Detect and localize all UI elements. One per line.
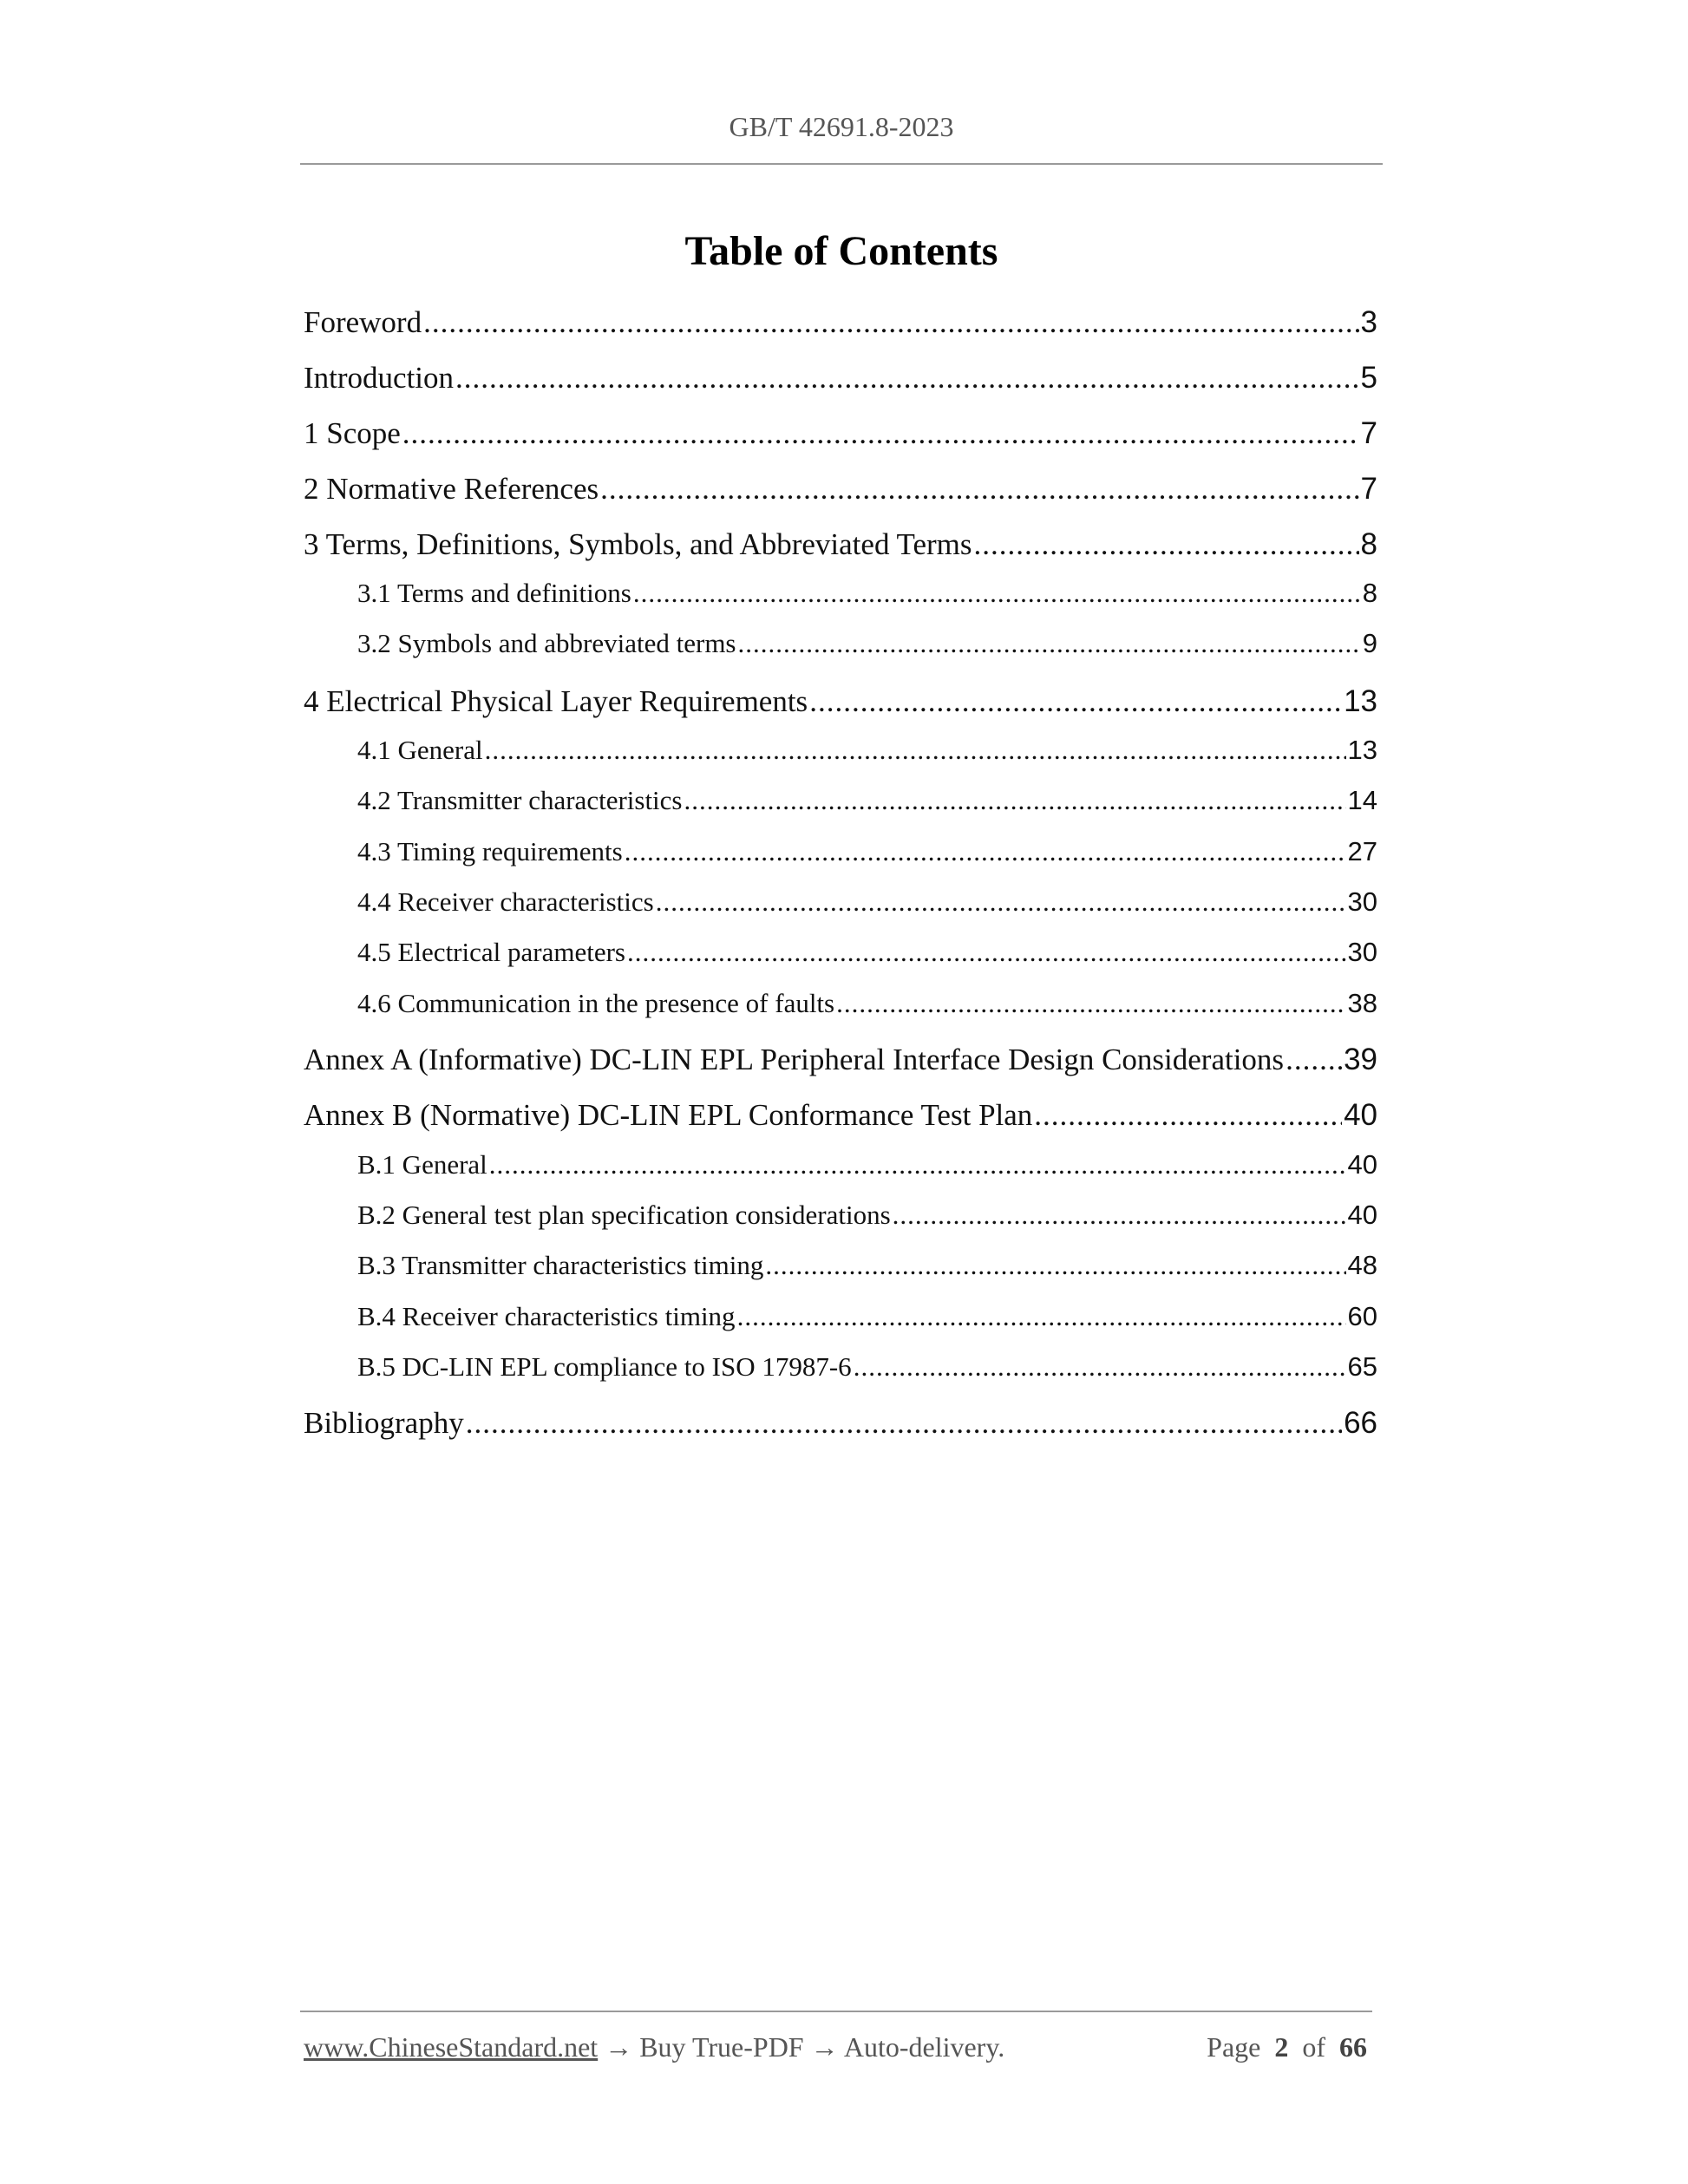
toc-entry-label: 4.3 Timing requirements	[357, 836, 623, 866]
toc-entry[interactable]	[357, 578, 1377, 616]
toc-entry-label: B.4 Receiver characteristics timing	[357, 1301, 736, 1331]
toc-entry[interactable]	[357, 836, 1377, 874]
toc-entry-label: 3 Terms, Definitions, Symbols, and Abbreviated Terms	[304, 527, 972, 561]
toc-leader-dots	[1034, 1098, 1342, 1133]
toc-entry-label: 4.5 Electrical parameters	[357, 937, 625, 967]
footer-delivery-text: Auto-delivery.	[843, 2031, 1005, 2063]
header-divider	[300, 163, 1383, 165]
toc-entry[interactable]	[357, 735, 1377, 773]
toc-entry[interactable]	[357, 1200, 1377, 1238]
toc-entry[interactable]	[357, 1250, 1377, 1288]
toc-entry-label: 3.1 Terms and definitions	[357, 578, 631, 608]
toc-entry-label: 4 Electrical Physical Layer Requirements	[304, 684, 808, 718]
toc-leader-dots	[738, 628, 1361, 659]
toc-entry-label: 4.2 Transmitter characteristics	[357, 785, 683, 815]
toc-leader-dots	[737, 1301, 1346, 1332]
toc-entry-page: 13	[1347, 735, 1377, 765]
toc-entry-page: 8	[1362, 578, 1377, 608]
toc-entry-page: 9	[1362, 628, 1377, 658]
toc-entry[interactable]	[304, 1043, 1377, 1081]
of-word: of	[1302, 2031, 1325, 2063]
footer-divider	[300, 2011, 1372, 2012]
toc-leader-dots	[600, 472, 1358, 507]
page-word: Page	[1207, 2031, 1261, 2063]
toc-leader-dots	[633, 578, 1361, 609]
toc-entry-label: 1 Scope	[304, 416, 401, 450]
toc-entry-label: 3.2 Symbols and abbreviated terms	[357, 628, 736, 658]
toc-entry-page: 40	[1344, 1098, 1377, 1132]
toc-entry[interactable]	[357, 988, 1377, 1026]
toc-leader-dots	[1286, 1043, 1342, 1077]
arrow-right-icon: →	[810, 2031, 839, 2063]
toc-entry[interactable]	[304, 416, 1377, 454]
toc-entry[interactable]	[304, 305, 1377, 343]
toc-entry[interactable]	[304, 472, 1377, 510]
toc-entry-page: 65	[1347, 1351, 1377, 1382]
toc-leader-dots	[489, 1149, 1346, 1180]
toc-entry-label: B.2 General test plan specification considerations	[357, 1200, 891, 1230]
toc-entry-page: 30	[1347, 937, 1377, 967]
toc-entry-page: 30	[1347, 886, 1377, 917]
toc-entry-page: 7	[1360, 416, 1377, 450]
toc-entry[interactable]	[357, 937, 1377, 975]
toc-leader-dots	[627, 937, 1346, 968]
page-indicator	[1202, 2031, 1367, 2063]
toc-entry-page: 60	[1347, 1301, 1377, 1331]
toc-entry-page: 7	[1360, 472, 1377, 506]
toc-entry-label: Introduction	[304, 361, 455, 395]
toc-leader-dots	[485, 735, 1346, 766]
footer-buy-text: Buy True-PDF	[639, 2031, 804, 2063]
toc-leader-dots	[684, 785, 1346, 816]
toc-entry-label: 4.1 General	[357, 735, 483, 765]
toc-entry-label: 4.6 Communication in the presence of faults	[357, 988, 835, 1018]
toc-entry-page: 40	[1347, 1200, 1377, 1230]
toc-entry-page: 40	[1347, 1149, 1377, 1180]
toc-entry[interactable]	[357, 1351, 1377, 1390]
toc-entry[interactable]	[357, 886, 1377, 925]
toc-leader-dots	[809, 684, 1342, 719]
toc-entry[interactable]	[304, 1406, 1377, 1444]
toc-leader-dots	[765, 1250, 1345, 1281]
toc-entry-label: B.1 General	[357, 1149, 487, 1180]
toc-entry-page: 14	[1347, 785, 1377, 815]
toc-leader-dots	[466, 1406, 1342, 1441]
toc-entry-page: 5	[1360, 361, 1377, 395]
toc-entry-label: Annex B (Normative) DC-LIN EPL Conformance Test Plan	[304, 1098, 1033, 1132]
toc-entry-label: Annex A (Informative) DC-LIN EPL Peripheral Interface Design Considerations	[304, 1043, 1285, 1076]
arrow-right-icon: →	[605, 2031, 633, 2063]
toc-leader-dots	[423, 305, 1358, 340]
toc-leader-dots	[455, 361, 1359, 396]
toc-entry[interactable]	[304, 684, 1377, 723]
toc-leader-dots	[402, 416, 1359, 451]
toc-entry-page: 39	[1344, 1043, 1377, 1076]
toc-entry[interactable]	[357, 1301, 1377, 1339]
toc-entry-label: 2 Normative References	[304, 472, 599, 506]
toc-entry-page: 3	[1360, 305, 1377, 339]
footer-site-link[interactable]: www.ChineseStandard.net	[304, 2031, 599, 2063]
toc-entry-label: Foreword	[304, 305, 422, 339]
toc-entry-page: 66	[1344, 1406, 1377, 1440]
toc-entry[interactable]	[357, 785, 1377, 823]
toc-entry-label: Bibliography	[304, 1406, 464, 1440]
toc-entry-label: 4.4 Receiver characteristics	[357, 886, 654, 917]
toc-leader-dots	[656, 886, 1346, 918]
page-total: 66	[1339, 2031, 1367, 2063]
toc-entry[interactable]	[304, 361, 1377, 399]
toc-entry[interactable]	[304, 527, 1377, 566]
toc-leader-dots	[974, 527, 1359, 562]
toc-leader-dots	[625, 836, 1346, 867]
page-title: Table of Contents	[684, 228, 998, 274]
toc-entry-page: 48	[1347, 1250, 1377, 1280]
toc-entry-page: 8	[1360, 527, 1377, 561]
toc-entry-label: B.5 DC-LIN EPL compliance to ISO 17987-6	[357, 1351, 852, 1382]
toc-leader-dots	[893, 1200, 1346, 1231]
toc-entry[interactable]	[304, 1098, 1377, 1136]
toc-entry[interactable]	[357, 1149, 1377, 1187]
toc-entry-page: 27	[1347, 836, 1377, 866]
toc-leader-dots	[836, 988, 1345, 1019]
document-header: GB/T 42691.8-2023	[729, 111, 954, 142]
toc-leader-dots	[854, 1351, 1346, 1383]
toc-entry[interactable]	[357, 628, 1377, 666]
toc-entry-page: 38	[1347, 988, 1377, 1018]
page-current: 2	[1274, 2031, 1289, 2063]
toc-entry-label: B.3 Transmitter characteristics timing	[357, 1250, 764, 1280]
toc-entry-page: 13	[1344, 684, 1377, 718]
footer-promo	[304, 2031, 1004, 2063]
